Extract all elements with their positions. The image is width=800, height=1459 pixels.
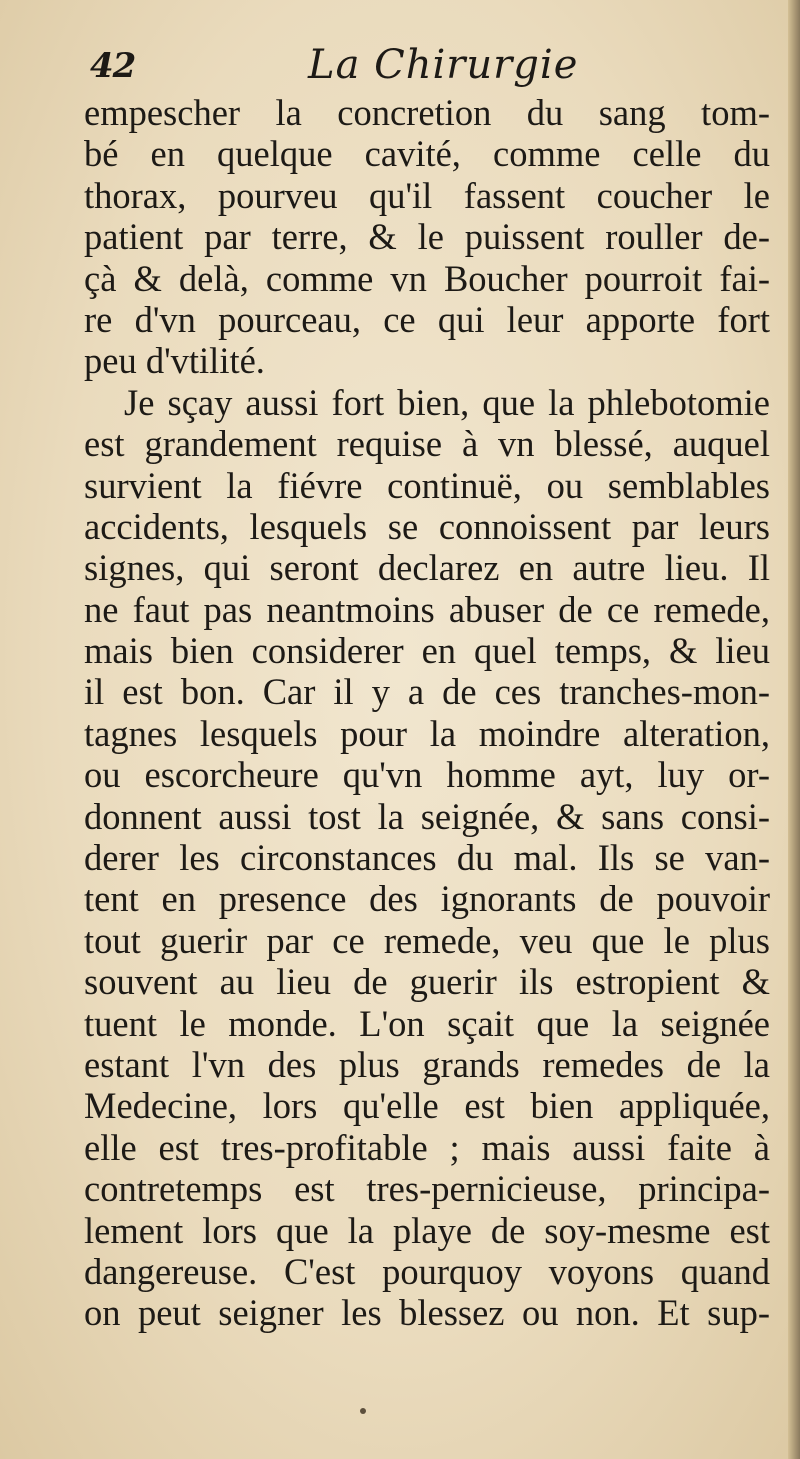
- text-line: tent en presence des ignorants de pouvoir: [84, 878, 770, 920]
- text-line: ne faut pas neantmoins abuser de ce remede,: [84, 588, 770, 630]
- text-line: donnent aussi tost la seignée, & sans consi-: [84, 795, 770, 837]
- text-line: empescher la concretion du sang tom-: [84, 92, 770, 133]
- text-line: tagnes lesquels pour la moindre alteration,: [84, 712, 770, 754]
- text-line: derer les circonstances du mal. Ils se van-: [84, 837, 770, 879]
- page-number: 42: [90, 46, 136, 86]
- text-line: ou escorcheure qu'vn homme ayt, luy or-: [84, 754, 770, 796]
- text-line: il est bon. Car il y a de ces tranches-mon-: [84, 671, 770, 713]
- running-title: La Chirurgie: [308, 42, 579, 88]
- text-line: est grandement requise à vn blessé, auquel: [84, 423, 770, 465]
- text-line: on peut seigner les blessez ou non. Et sup-: [84, 1292, 770, 1334]
- text-line: çà & delà, comme vn Boucher pourroit fai-: [84, 257, 770, 299]
- text-line: mais bien considerer en quel temps, & lieu: [84, 630, 770, 672]
- text-line: tuent le monde. L'on sçait que la seignée: [84, 1002, 770, 1044]
- text-line: tout guerir par ce remede, veu que le plus: [84, 919, 770, 961]
- text-line: patient par terre, & le puissent rouller de-: [84, 216, 770, 258]
- text-line: signes, qui seront declarez en autre lieu. Il: [84, 547, 770, 589]
- page-header: [84, 42, 724, 94]
- page-edge-shadow: [788, 0, 800, 1459]
- text-line: souvent au lieu de guerir ils estropient &: [84, 961, 770, 1003]
- text-line: Medecine, lors qu'elle est bien appliquée,: [84, 1085, 770, 1127]
- text-line: contretemps est tres-pernicieuse, principa-: [84, 1168, 770, 1210]
- text-line: accidents, lesquels se connoissent par leurs: [84, 505, 770, 547]
- text-line: estant l'vn des plus grands remedes de la: [84, 1043, 770, 1085]
- text-line: survient la fiévre continuë, ou semblables: [84, 464, 770, 506]
- text-line: re d'vn pourceau, ce qui leur apporte fort: [84, 298, 770, 340]
- text-line: bé en quelque cavité, comme celle du: [84, 133, 770, 175]
- paragraph-start-line: Je sçay aussi fort bien, que la phlebotomie: [124, 381, 770, 423]
- text-line: dangereuse. C'est pourquoy voyons quand: [84, 1250, 770, 1292]
- text-line: lement lors que la playe de soy-mesme est: [84, 1209, 770, 1251]
- text-line: peu d'vtilité.: [84, 340, 265, 382]
- ink-speck: [360, 1408, 366, 1414]
- text-line: elle est tres-profitable ; mais aussi faite à: [84, 1126, 770, 1168]
- text-line: thorax, pourveu qu'il fassent coucher le: [84, 174, 770, 216]
- body-text: [84, 92, 770, 1334]
